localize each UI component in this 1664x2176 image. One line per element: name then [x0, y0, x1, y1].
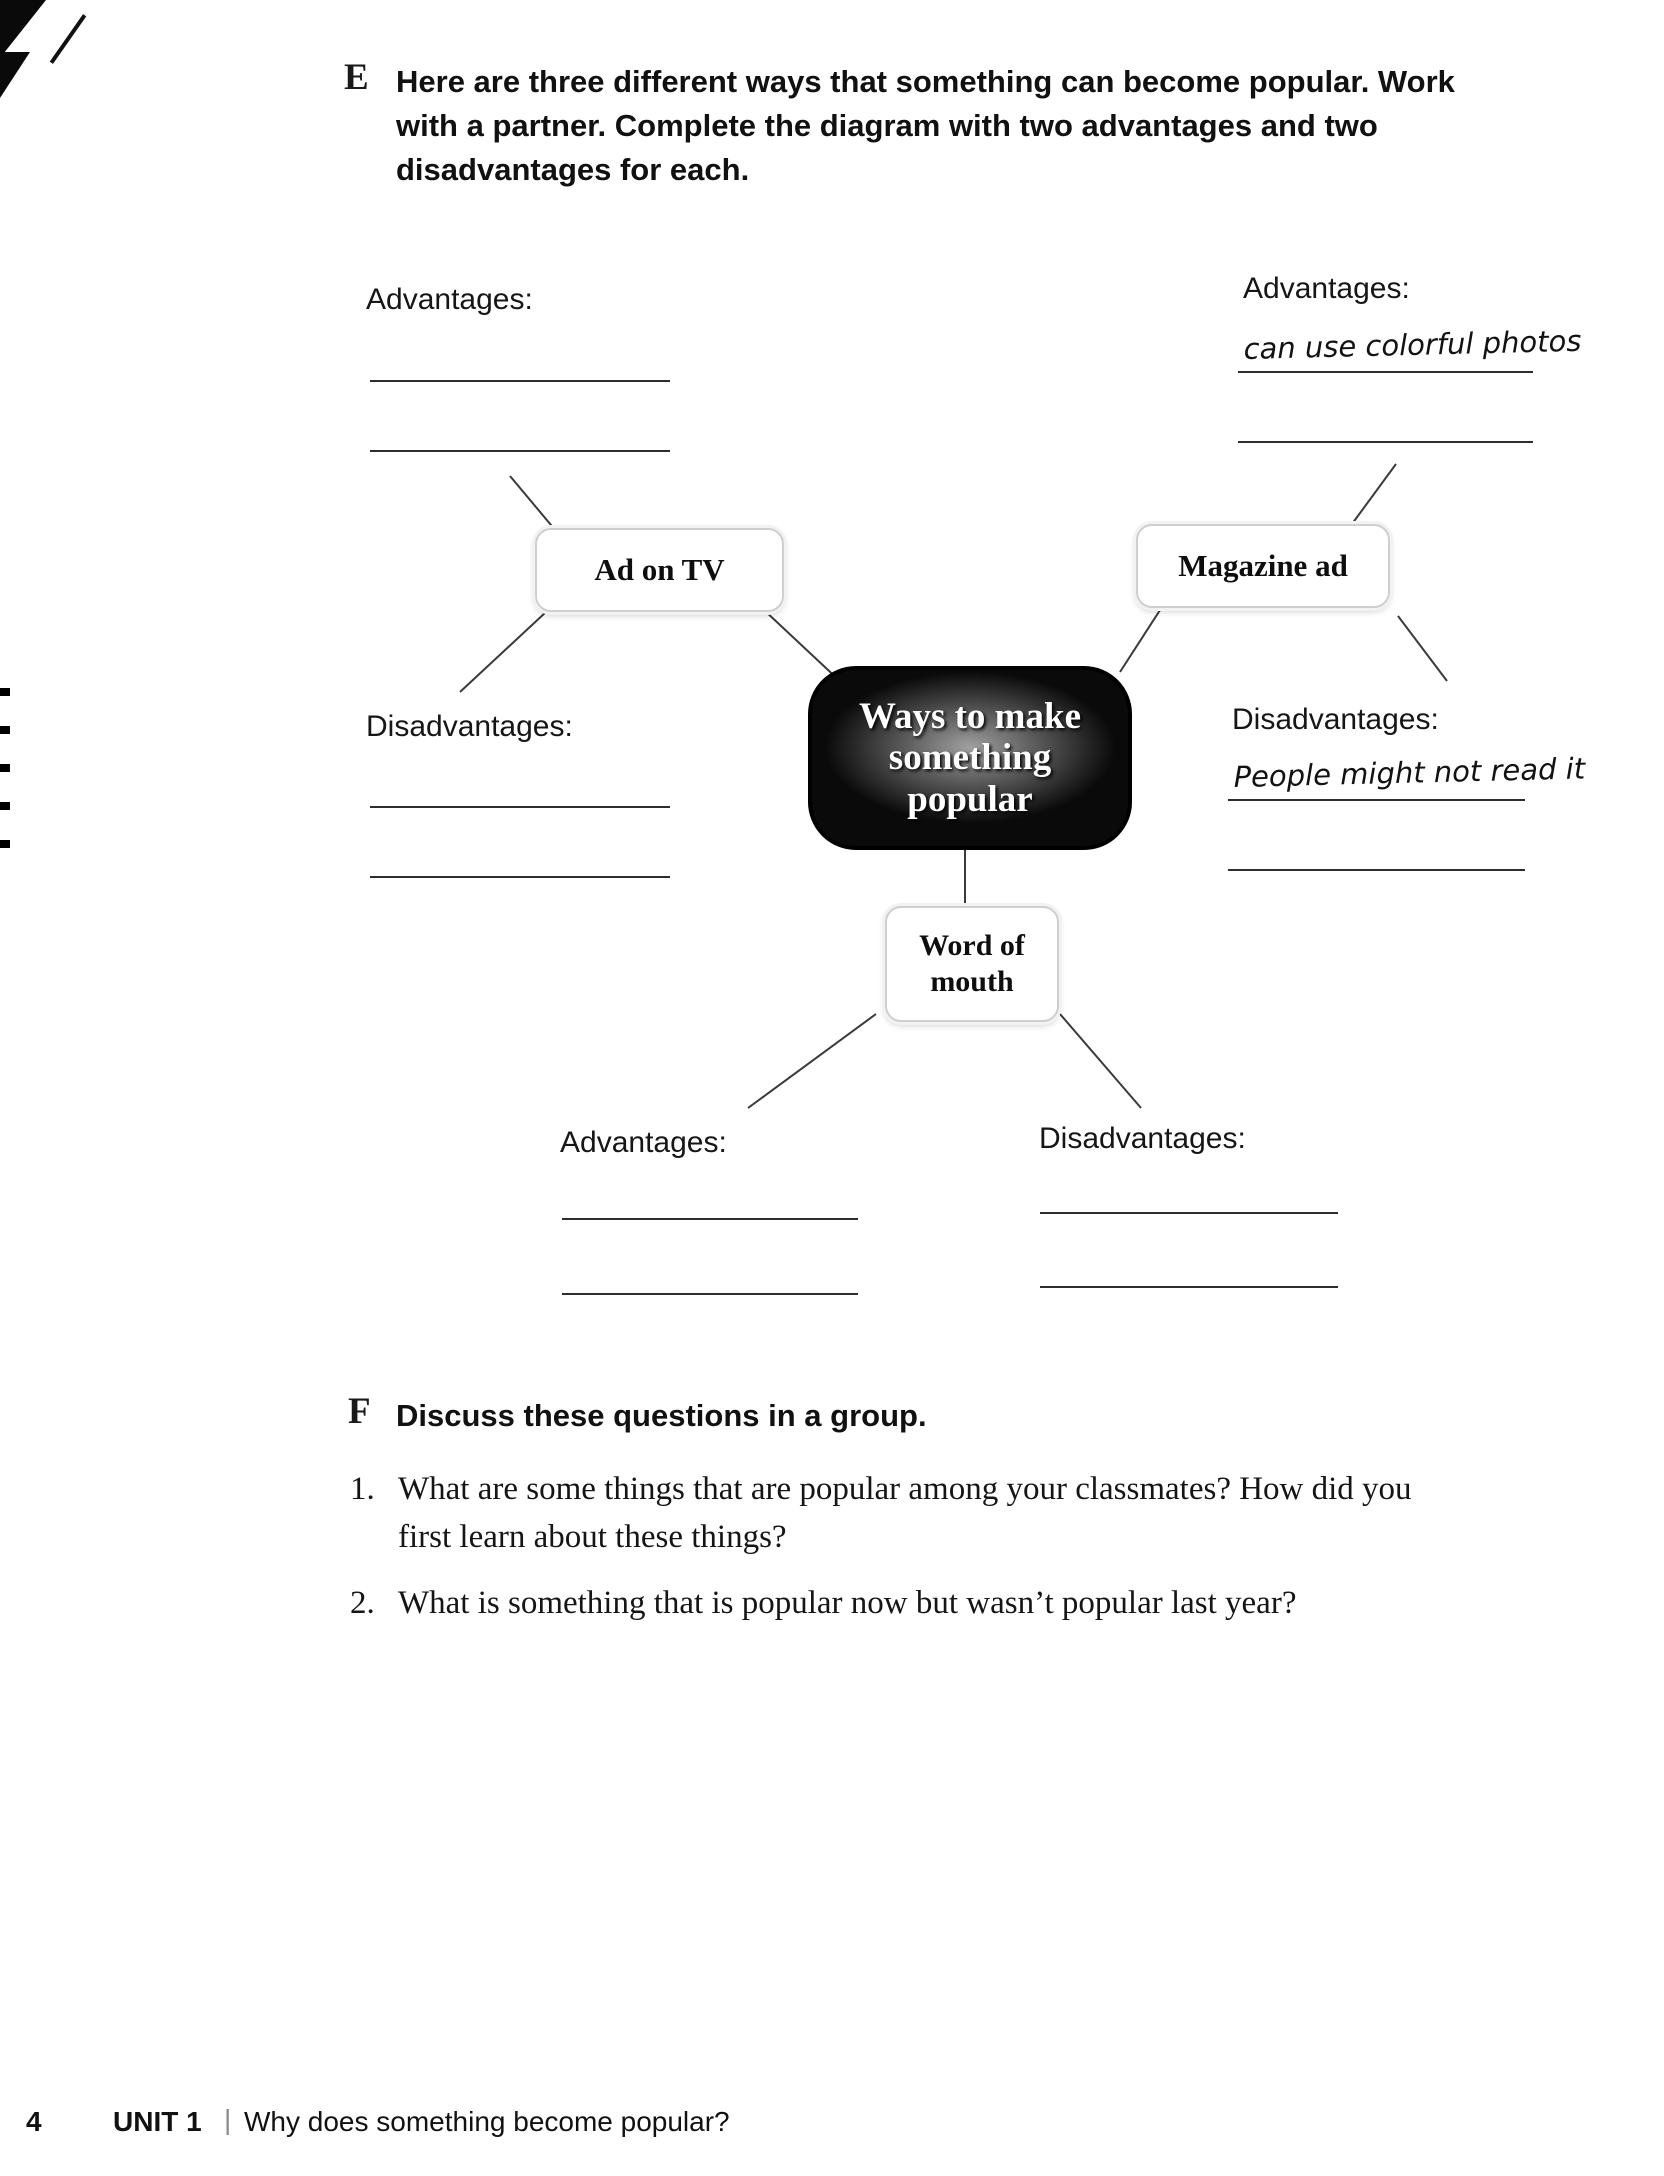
magazine-disadvantages-answer: People might not read it [1233, 751, 1586, 794]
tv-advantages-label: Advantages: [366, 283, 533, 316]
section-f-letter: F [348, 1391, 371, 1432]
magazine-disadvantages-blank-2 [1228, 869, 1525, 871]
tv-advantages-blank-2 [370, 450, 670, 452]
node-ad-on-tv-label: Ad on TV [594, 552, 725, 588]
connector-line [1120, 607, 1162, 672]
node-ad-on-tv [535, 528, 784, 612]
magazine-advantages-label: Advantages: [1243, 272, 1410, 305]
magazine-advantages-blank-2 [1238, 441, 1533, 443]
tv-advantages-blank-1 [370, 380, 670, 382]
section-f-instructions: Discuss these questions in a group. [396, 1398, 927, 1433]
node-magazine-ad [1136, 524, 1390, 608]
word-disadvantages-blank-1 [1040, 1212, 1338, 1214]
footer-unit-label: UNIT 1 [113, 2106, 202, 2137]
word-advantages-blank-1 [562, 1218, 858, 1220]
question-1-text: What are some things that are popular among your classmates? How did you first learn about these things? [398, 1471, 1412, 1555]
tv-disadvantages-blank-2 [370, 876, 670, 878]
node-word-of-mouth-line: mouth [930, 965, 1014, 998]
section-e-instructions: Here are three different ways that something can become popular. Work with a partner. Complete the diagram with two advantages and two disadvantages for each. [396, 64, 1455, 188]
word-advantages-label: Advantages: [560, 1126, 727, 1159]
connector-line [1398, 616, 1447, 681]
center-node-line: something [888, 737, 1052, 779]
magazine-disadvantages-label: Disadvantages: [1232, 703, 1439, 736]
word-advantages-blank-2 [562, 1293, 858, 1295]
magazine-advantages-answer: can use colorful photos [1243, 323, 1582, 366]
magazine-disadvantages-blank-1 [1228, 799, 1525, 801]
word-disadvantages-label: Disadvantages: [1039, 1122, 1246, 1155]
section-e-letter: E [344, 57, 369, 98]
tv-disadvantages-label: Disadvantages: [366, 710, 573, 743]
node-word-of-mouth-line: Word of [919, 929, 1025, 962]
connector-line [460, 612, 546, 692]
footer-page-number: 4 [26, 2106, 42, 2137]
question-2-text: What is something that is popular now but wasn’t popular last year? [398, 1585, 1297, 1621]
footer-unit-title: Why does something become popular? [244, 2106, 730, 2137]
node-center-ways-to-make-popular [808, 666, 1132, 850]
connector-line [1060, 1014, 1141, 1108]
connector-line [510, 476, 556, 531]
connector-line [748, 1014, 876, 1108]
footer-separator: | [224, 2104, 232, 2135]
scan-artifact-corner [0, 0, 46, 58]
node-word-of-mouth [885, 906, 1059, 1022]
scan-artifact-edge-dashes [0, 688, 10, 848]
magazine-advantages-blank-1 [1238, 371, 1533, 373]
connector-line [1352, 464, 1396, 524]
node-magazine-ad-label: Magazine ad [1178, 548, 1348, 584]
word-disadvantages-blank-2 [1040, 1286, 1338, 1288]
scan-artifact-slash [50, 14, 87, 64]
center-node-line: Ways to make [859, 695, 1081, 737]
question-2-number: 2. [350, 1585, 375, 1621]
tv-disadvantages-blank-1 [370, 806, 670, 808]
scan-artifact-corner [0, 52, 30, 98]
question-1-number: 1. [350, 1471, 375, 1507]
center-node-line: popular [907, 778, 1033, 820]
